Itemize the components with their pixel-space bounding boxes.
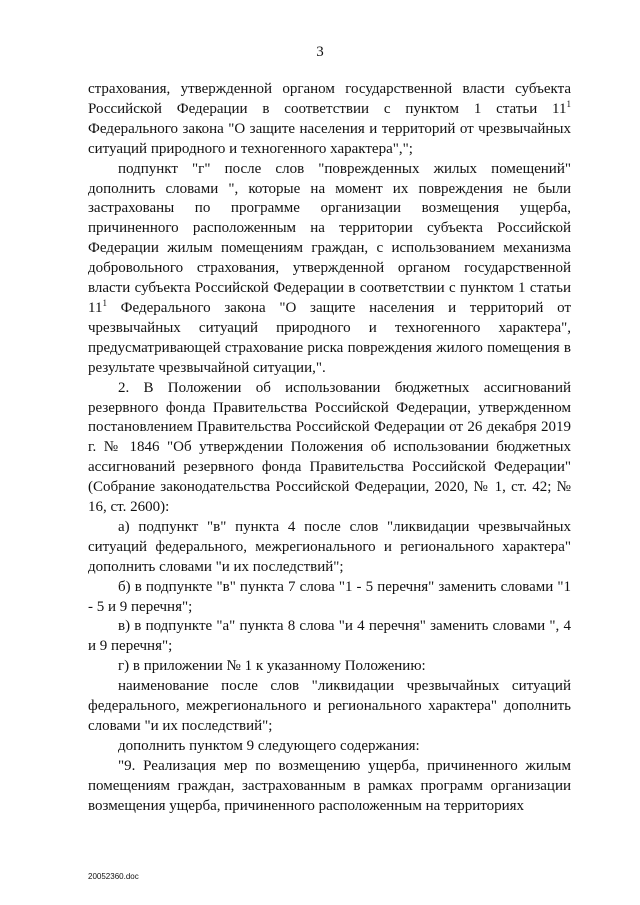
- paragraph-text: Федерального закона "О защите населения и территорий от чрезвычайных ситуаций природного и техногенного характера",";: [88, 120, 571, 157]
- paragraph: [88, 578, 571, 618]
- paragraph-text: Федерального закона "О защите населения и территорий от чрезвычайных ситуаций природного и техногенного характера", предусматривающей страхование риска повреждения жилого помещения в результате чрезвычайной ситуации,".: [88, 299, 571, 376]
- paragraph: [88, 379, 571, 518]
- footer-filename: 20052360.doc: [88, 872, 139, 881]
- paragraph-text: в) в подпункте "а" пункта 8 слова "и 4 перечня" заменить словами ", 4 и 9 перечня";: [88, 618, 571, 655]
- page-number: 3: [316, 44, 324, 60]
- paragraph: [88, 80, 571, 160]
- paragraph-text: г) в приложении № 1 к указанному Положению:: [118, 658, 426, 675]
- paragraph-text: "9. Реализация мер по возмещению ущерба, причиненного жилым помещениям граждан, застрахованным в рамках программ организации возмещения ущерба, причиненного расположенным на территориях: [88, 757, 571, 814]
- document-body: [88, 80, 571, 817]
- paragraph: [88, 757, 571, 817]
- paragraph: [88, 737, 571, 757]
- superscript-text: 1: [102, 297, 107, 308]
- paragraph: [88, 518, 571, 578]
- paragraph-text: 2. В Положении об использовании бюджетных ассигнований резервного фонда Правительства Российской Федерации, утвержденном постановлением Правительства Российской Федерации от 26 декабря 2019 г. № 1846 "Об утверждении Положения об использовании бюджетных ассигнований резервного фонда Правительства Российской Федерации" (Собрание законодательства Российской Федерации, 2020, № 1, ст. 42; № 16, ст. 2600):: [88, 379, 571, 516]
- paragraph-text: б) в подпункте "в" пункта 7 слова "1 - 5 перечня" заменить словами "1 - 5 и 9 перечня";: [88, 578, 571, 615]
- paragraph-text: а) подпункт "в" пункта 4 после слов "ликвидации чрезвычайных ситуаций федерального, межрегионального и регионального характера" дополнить словами "и их последствий";: [88, 518, 571, 575]
- paragraph-text: страхования, утвержденной органом государственной власти субъекта Российской Федерации в соответствии с пунктом 1 статьи 11: [88, 81, 571, 117]
- paragraph: [88, 677, 571, 737]
- paragraph: [88, 160, 571, 379]
- paragraph: [88, 657, 571, 677]
- paragraph-text: дополнить пунктом 9 следующего содержания:: [118, 737, 420, 754]
- paragraph-text: наименование после слов "ликвидации чрезвычайных ситуаций федерального, межрегионального и регионального характера" дополнить словами "и их последствий";: [88, 678, 571, 734]
- superscript-text: 1: [566, 98, 571, 109]
- paragraph-text: подпункт "г" после слов "поврежденных жилых помещений" дополнить словами ", которые на момент их повреждения не были застрахованы по программе организации возмещения ущерба, причиненного расположенным на территории субъекта Российской Федерации жилым помещениям граждан, с использованием механизма добровольного страхования, утвержденной органом государственной власти субъекта Российской Федерации в соответствии с пунктом 1 статьи 11: [88, 160, 571, 316]
- paragraph: [88, 617, 571, 657]
